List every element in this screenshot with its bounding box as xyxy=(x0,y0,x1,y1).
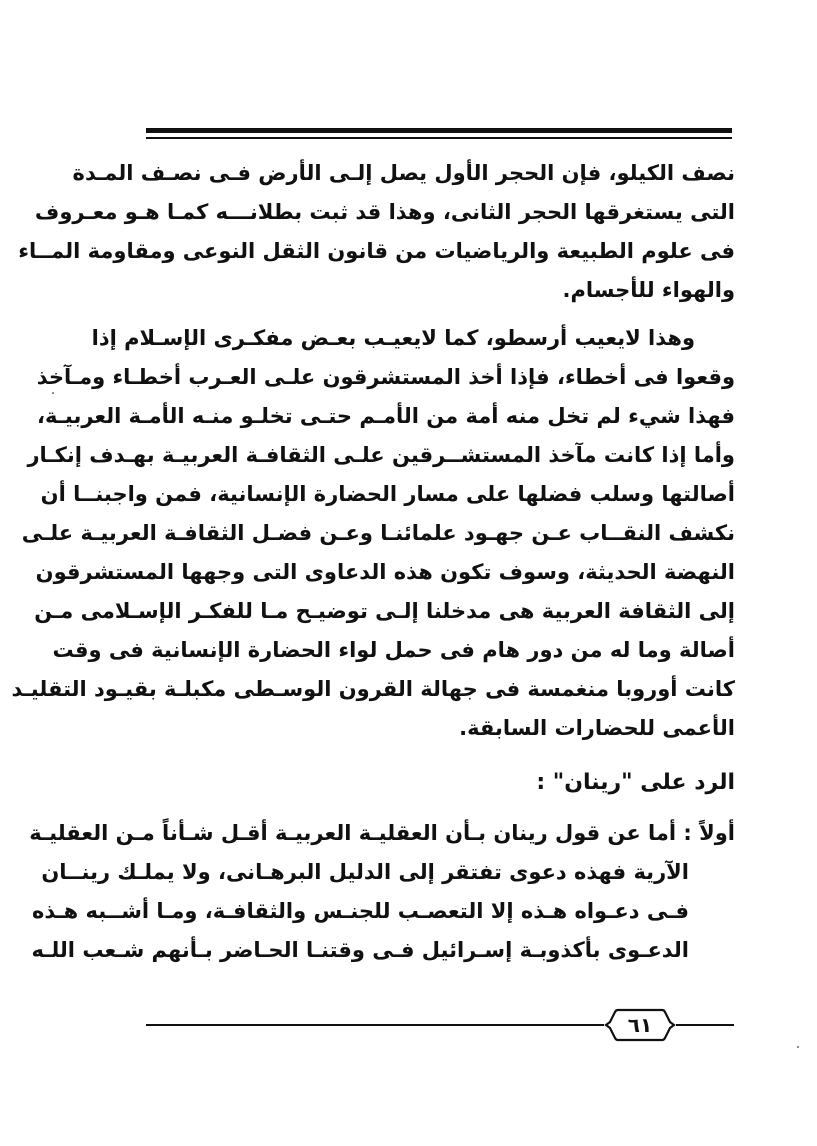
point-1-line-2: الآرية فهذه دعوى تفتقر إلى الدليل البرهـانى، ولا يملـك رينــان xyxy=(41,860,689,884)
paragraph-1-line-2: التى يستغرقها الحجر الثانى، وهذا قد ثبت بطلانـــه كمـا هـو معـروف xyxy=(34,200,735,224)
paragraph-1 xyxy=(18,154,735,310)
paragraph-1-line-3: فى علوم الطبيعة والرياضيات من قانون الثقل النوعى ومقاومة المــاء xyxy=(18,239,735,263)
paragraph-2-line-11: الأعمى للحضارات السابقة. xyxy=(459,716,735,740)
page-number-frame xyxy=(604,1006,676,1044)
footer-rule-right xyxy=(676,1024,734,1026)
paragraph-2-line-2: وقعوا فى أخطاء، فإذا أخذ المستشرقون علـى العـرب أخطـاء ومـآخذ xyxy=(36,365,735,389)
footer-rule-left xyxy=(146,1024,604,1026)
point-1 xyxy=(29,814,735,970)
paragraph-2-line-10: كانت أوروبا منغمسة فى جهالة القرون الوسـطى مكبلـة بقيـود التقليـد xyxy=(11,677,735,701)
section-heading: الرد على "رينان" : xyxy=(536,770,735,795)
point-1-line-3: فـى دعـواه هـذه إلا التعصـب للجنـس والثقافـة، ومـا أشــبه هـذه xyxy=(31,899,689,923)
header-rule-thin xyxy=(146,137,732,139)
paragraph-1-line-4: والهواء للأجسام. xyxy=(562,278,735,302)
paragraph-2-line-5: أصالتها وسلب فضلها على مسار الحضارة الإنسانية، فمن واجبنــا أن xyxy=(40,482,735,506)
paragraph-2-line-7: النهضة الحديثة، وسوف تكون هذه الدعاوى التى وجهها المستشرقون xyxy=(35,560,735,584)
paragraph-1-line-1: نصف الكيلو، فإن الحجر الأول يصل إلـى الأرض فـى نصـف المـدة xyxy=(72,161,735,185)
paragraph-2-line-9: أصالة وما له من دور هام فى حمل لواء الحضارة الإنسانية فى وقت xyxy=(52,638,735,662)
page-number: ٦١ xyxy=(627,1013,653,1037)
point-1-line-4: الدعـوى بأكذوبـة إسـرائيل فـى وقتنـا الحـاضر بـأنهم شـعب اللـه xyxy=(31,938,689,962)
scan-speck xyxy=(797,1046,799,1048)
paragraph-2-line-4: وأما إذا كانت مآخذ المستشــرقين علـى الثقافـة العربيـة بهـدف إنكـار xyxy=(27,443,735,467)
paragraph-2-line-6: نكشف النقــاب عـن جهـود علمائنـا وعـن فضـل الثقافـة العربيـة علـى xyxy=(21,521,735,545)
paragraph-2-line-1: وهذا لايعيب أرسطو، كما لايعيـب بعـض مفكـرى الإسـلام إذا xyxy=(91,326,695,350)
paragraph-2-line-8: إلى الثقافة العربية هى مدخلنا إلـى توضيـح مـا للفكـر الإسـلامى مـن xyxy=(34,599,735,623)
paragraph-2-line-3: فهذا شيء لم تخل منه أمة من الأمـم حتـى تخلـو منـه الأمـة العربيـة، xyxy=(37,404,735,428)
scan-speck xyxy=(52,392,54,394)
header-rule-thick xyxy=(146,128,732,133)
paragraph-2 xyxy=(11,319,735,748)
point-1-line-1: أولاً : أما عن قول رينان بـأن العقليـة العربيـة أقـل شـأناً مـن العقليـة xyxy=(29,821,735,845)
